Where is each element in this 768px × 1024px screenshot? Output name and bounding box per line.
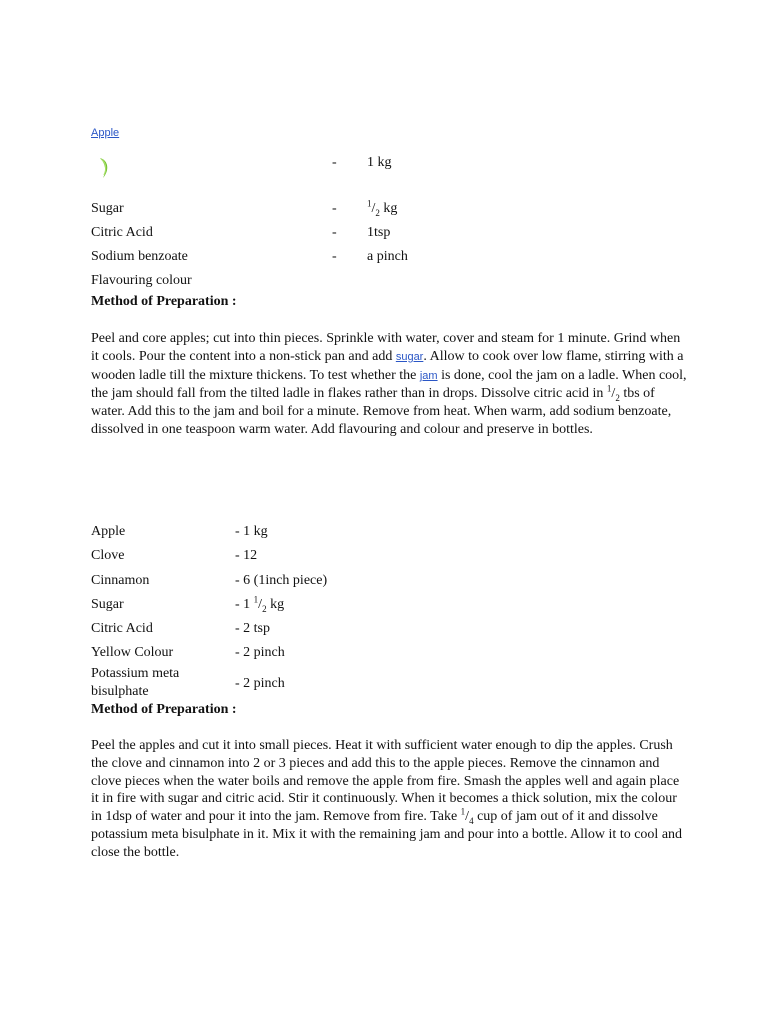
- ingredient-dash: -: [332, 225, 337, 240]
- ingredient-dash: -: [332, 201, 337, 216]
- ingredient-name: Sugar: [91, 597, 124, 612]
- ingredient-qty: $^1/_2$ kg: [367, 198, 398, 218]
- ingredient-qty: - 1 kg: [235, 524, 268, 539]
- ingredient-qty: 1 kg: [367, 155, 392, 170]
- sugar-link[interactable]: sugar: [395, 350, 424, 363]
- apple-link[interactable]: Apple: [91, 127, 120, 139]
- ingredient-qty: - 2 tsp: [235, 621, 270, 636]
- ingredient-name: Sodium benzoate: [91, 249, 188, 264]
- ingredient-dash: -: [332, 155, 337, 170]
- ingredient-qty: - 2 pinch: [235, 676, 285, 691]
- recipe1-method-paragraph: Peel and core apples; cut into thin pieces. Sprinkle with water, cover and steam for 1 minute. Grind when it cools. Pour the content into a non-stick pan and add sugar. Allow to cook over low flame, stirring with a wooden ladle till the mixture thickens. To test whether the jam is done, cool the jam on a ladle. When cool, the jam should fall from the tilted ladle in flakes rather than in drops. Dissolve citric acid in $^1/_2$ tbs of water. Add this to the jam and boil for a minute. Remove from heat. When warm, add sodium benzoate, dissolved in one teaspoon warm water. Add flavouring and colour and preserve in bottles.: [91, 331, 687, 437]
- ingredient-name: Citric Acid: [91, 621, 153, 636]
- method-heading: Method of Preparation :: [91, 702, 237, 717]
- ingredient-name: Apple: [91, 524, 126, 539]
- jam-link[interactable]: jam: [419, 369, 438, 382]
- method-heading: Method of Preparation :: [91, 294, 237, 309]
- ingredient-qty: - 6 (1inch piece): [235, 573, 328, 588]
- ingredient-name: Potassium meta bisulphate: [91, 666, 180, 699]
- ingredient-qty: - 1 $^1/_2$ kg: [235, 594, 285, 614]
- ingredient-qty: a pinch: [367, 249, 408, 264]
- ingredient-qty: - 12: [235, 548, 258, 563]
- ingredient-name: Sugar: [91, 201, 124, 216]
- ingredient-name: Cinnamon: [91, 573, 150, 588]
- apple-leaf-icon: [94, 156, 116, 180]
- ingredient-name: Clove: [91, 548, 125, 563]
- ingredient-qty: - 2 pinch: [235, 645, 285, 660]
- ingredient-qty: 1tsp: [367, 225, 391, 240]
- ingredient-name: Citric Acid: [91, 225, 153, 240]
- ingredient-name: Yellow Colour: [91, 645, 174, 660]
- ingredient-name: Flavouring colour: [91, 273, 192, 288]
- recipe2-method-paragraph: Peel the apples and cut it into small pieces. Heat it with sufficient water enough to dip the apples. Crush the clove and cinnamon into 2 or 3 pieces and add this to the apple pieces. Remove the cinnamon and clove pieces when the water boils and remove the apple from fire. Smash the apples well and again place it in fire with sugar and citric acid. Stir it continuously. When it becomes a thick solution, mix the colour in 1dsp of water and pour it into the jam. Remove from fire. Take $^1/_4$ cup of jam out of it and dissolve potassium meta bisulphate in it. Mix it with the remaining jam and pour into a bottle. Allow it to cool and close the bottle.: [91, 738, 683, 860]
- ingredient-dash: -: [332, 249, 337, 264]
